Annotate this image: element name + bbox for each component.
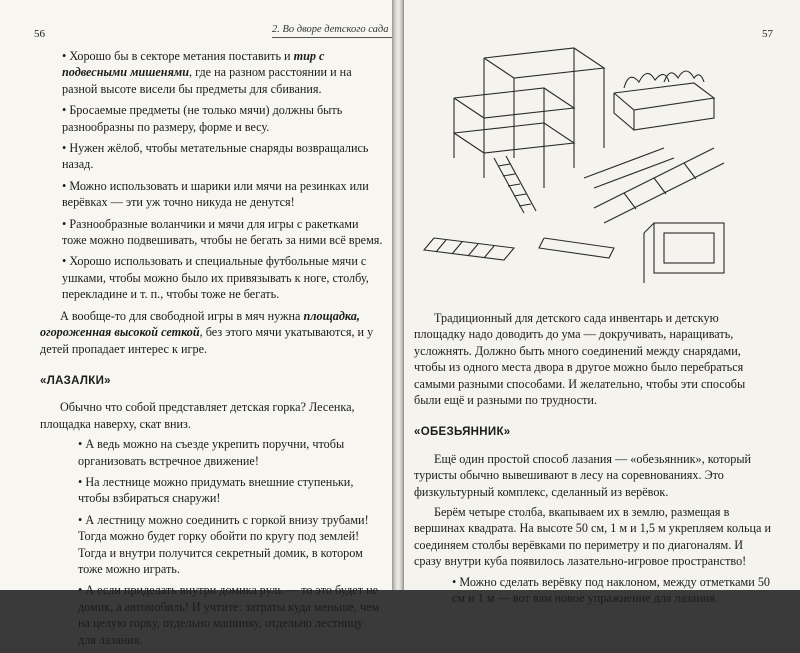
bullet-shooting-gallery: • Хорошо бы в секторе метания поставить и тир с подвесными мишенями, где на разном расстоянии и на разной высоте висели бы предметы для сбивания. (62, 49, 352, 96)
flat-ladder-drawing (424, 238, 514, 260)
board-drawing (539, 238, 614, 258)
paragraph-equipment: Традиционный для детского сада инвентарь и детскую площадку надо доводить до ума — докручивать, наращивать, усложнять. Должно быть много соединений между снарядами, чтобы из одного места двора в другое можно было перебраться самыми разными способами. И желательно, чтобы эти способы были ещё и разными по трудности. (414, 311, 746, 408)
right-page (404, 0, 800, 606)
left-page-text (40, 48, 384, 653)
running-head: 2. Во дворе детского сада (272, 24, 392, 38)
bullet-outer-steps: • На лестнице можно придумать внешние ступеньки, чтобы взбираться снаружи! (78, 474, 354, 506)
bullet-shuttlecocks: • Разнообразные воланчики и мячи для игры с ракетками тоже можно подвешивать, чтобы не бегать за ними всё время. (62, 216, 383, 248)
section-title-obezyannik: «ОБЕЗЬЯННИК» (414, 426, 511, 439)
frame-drawing (644, 223, 724, 283)
page-number-right: 57 (762, 28, 773, 40)
paragraph-obezyannik-intro: Ещё один простой способ лазания — «обезьянник», который туристы обычно вывешивают в лесу на соревнованиях. Это физкультурный комплекс, сделанный из верёвок. (414, 451, 752, 499)
left-page (0, 0, 392, 647)
section-title-lazalki: «ЛАЗАЛКИ» (40, 374, 111, 387)
bullet-inclined-rope: • Можно сделать верёвку под наклоном, между отметками 50 см и 1 м — вот вам новое упражнение для лазания. (452, 574, 771, 606)
book-gutter (392, 0, 404, 590)
bullet-thrown-objects: • Бросаемые предметы (не только мячи) должны быть разнообразны по размеру, форме и весу. (62, 103, 343, 134)
bullet-chute: • Нужен жёлоб, чтобы метательные снаряды возвращались назад. (62, 141, 369, 172)
log-ladder-drawing (584, 148, 724, 223)
climbing-tower-drawing (454, 48, 604, 213)
flower-box-drawing (614, 71, 714, 130)
bullet-tubes: • А лестницу можно соединить с горкой внизу трубами! Тогда можно будет горку обойти по кругу под землей! Тогда и внутри получится секретный домик, в котором тоже можно играть. (78, 512, 369, 576)
bullet-steering-wheel: • А если приделать внутри домика руль — то это будет не домик, а автомобиль! И учтите: затраты куда меньше, чем на целую горку, отдельно машинку, отдельно лестницу для лазания. (78, 583, 380, 647)
bullet-balls-on-ropes: • Можно использовать и шарики или мячи на резинках или верёвках — эти уж точно никуда не денутся! (62, 178, 369, 210)
paragraph-poles: Берём четыре столба, вкапываем их в землю, размещая в вершинах квадрата. На высоте 50 см, 1 м и 1,5 м укрепляем кольца и соединяем столбы верёвками по периметру и по диагоналям. И сразу внутри куба появилось лазательно-игровое пространство! (414, 505, 772, 569)
page-number-left: 56 (34, 28, 45, 40)
playground-equipment-illustration (424, 38, 744, 288)
bullet-handrails: • А ведь можно на съезде укрепить поручни, чтобы организовать встречное движение! (78, 437, 345, 468)
paragraph-ball-court: А вообще-то для свободной игры в мяч нужна площадка, огороженная высокой сеткой, без этого мячи укатываются, и у детей пропадает интерес к игре. (40, 308, 374, 356)
right-page-text (414, 310, 772, 612)
paragraph-slide-intro: Обычно что собой представляет детская горка? Лесенка, площадка наверху, скат вниз. (40, 400, 355, 431)
bullet-football-balls: • Хорошо использовать и специальные футбольные мячи с ушками, чтобы можно было их привязывать к ноге, столбу, перекладине и т. п., чтобы тоже не бегать. (62, 254, 369, 302)
